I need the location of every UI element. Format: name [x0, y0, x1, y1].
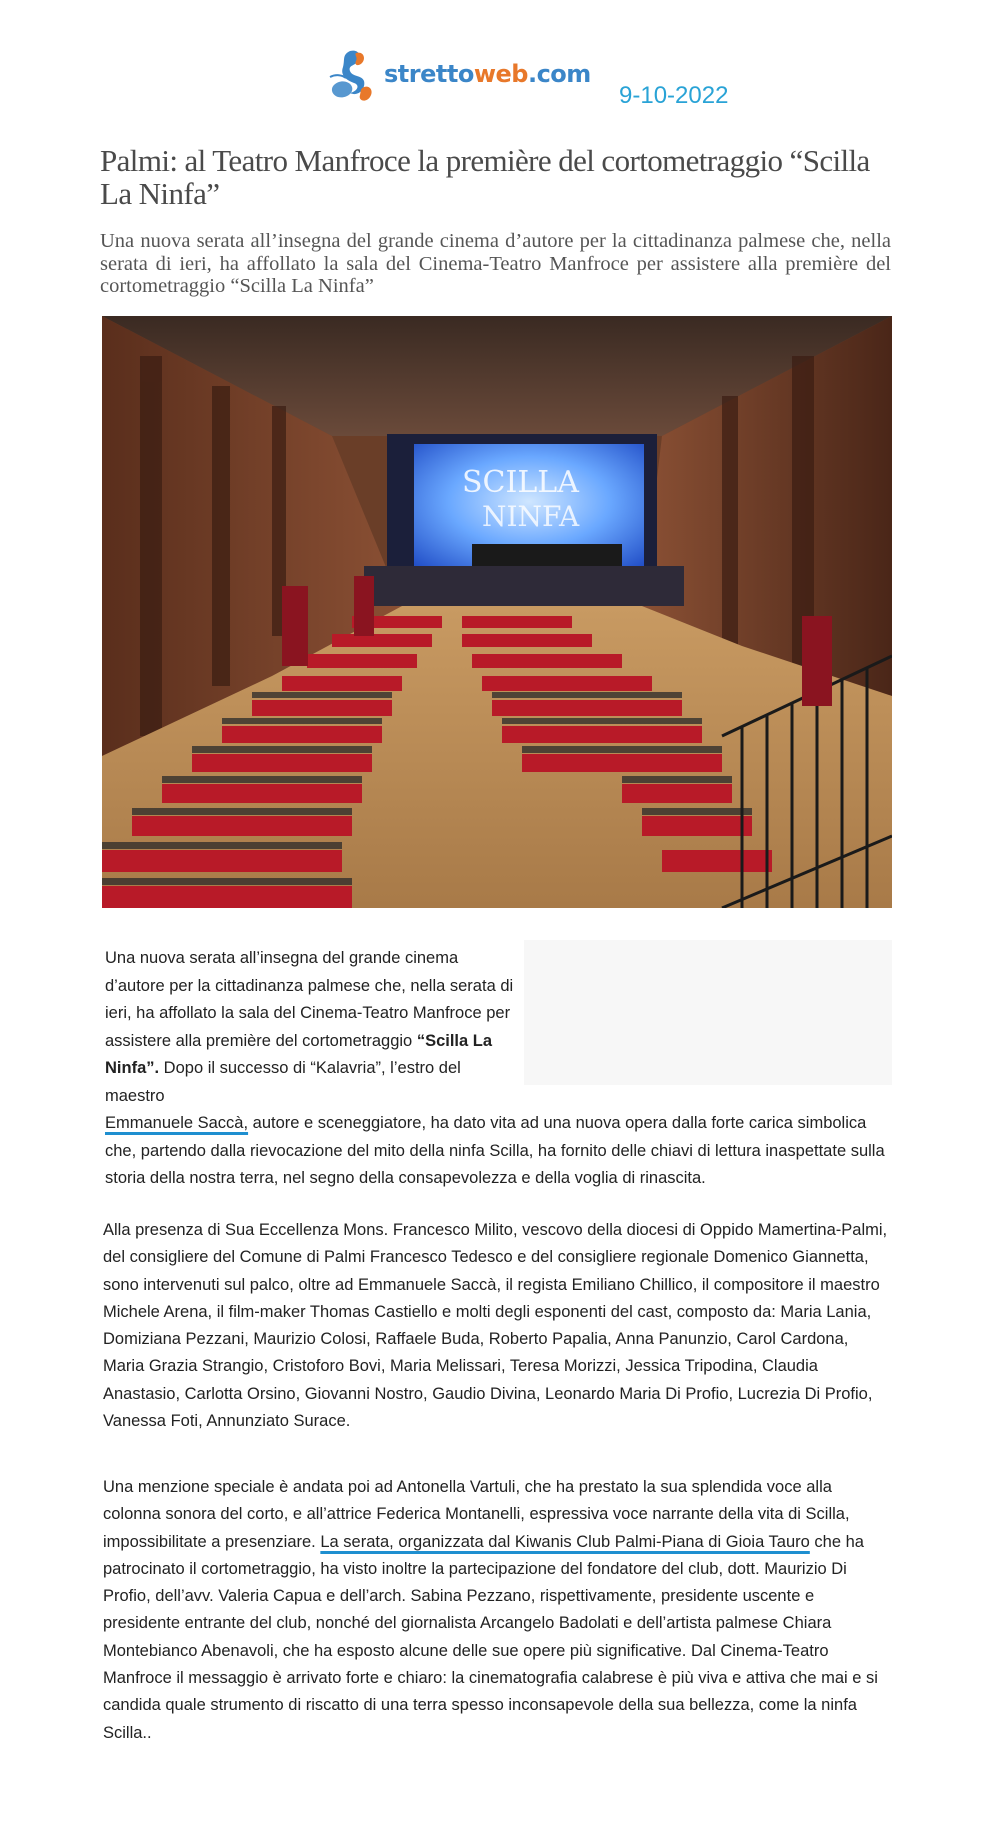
paragraph-1-text-a: Una nuova serata all’insegna del grande cinema d’autore per la cittadinanza palmese che, nella serata di ieri, ha affollato la sala del Cinema-Teatro Manfroce per assistere alla première del cortometraggio — [105, 949, 514, 1050]
article-title: Palmi: al Teatro Manfroce la première del cortometraggio “Scilla La Ninfa” — [100, 143, 870, 211]
logo-wordmark: strettoweb.com — [384, 60, 591, 88]
article-paragraph-3 — [103, 1474, 893, 1747]
strait-map-icon — [328, 47, 390, 107]
paragraph-1-wrapped-intro — [105, 945, 515, 1110]
article-paragraph-1 — [105, 945, 885, 1193]
highlighted-director-name: Emmanuele Saccà, — [105, 1114, 249, 1132]
paragraph-1-text-b: Dopo il successo di “Kalavria”, l’estro del maestro — [105, 1059, 461, 1105]
highlighted-organizer: La serata, organizzata dal Kiwanis Club Palmi-Piana di Gioia Tauro — [320, 1532, 810, 1551]
film-title-bold: “Scilla La Ninfa”. — [105, 1031, 493, 1077]
theater-photo — [102, 316, 892, 908]
article-paragraph-2: Alla presenza di Sua Eccellenza Mons. Francesco Milito, vescovo della diocesi di Oppido Mamertina-Palmi, del consigliere del Comune di Palmi Francesco Tedesco e del consigliere regionale Domenico Giannetta, sono intervenuti sul palco, oltre ad Emmanuele Saccà, il regista Emiliano Chillico, il compositore il maestro Michele Arena, il film-maker Thomas Castiello e molti degli esponenti del cast, composto da: Maria Lania, Domiziana Pezzani, Maurizio Colosi, Raffaele Buda, Roberto Papalia, Anna Panunzio, Carol Cardona, Maria Grazia Strangio, Cristoforo Bovi, Maria Melissari, Teresa Morizzi, Jessica Tripodina, Claudia Anastasio, Carlotta Orsino, Giovanni Nostro, Gaudio Divina, Leonardo Maria Di Profio, Lucrezia Di Profio, Vanessa Foti, Annunziato Surace. — [103, 1221, 888, 1431]
screen-title-line2: NINFA — [482, 500, 580, 533]
paragraph-3-text-b: che ha patrocinato il cortometraggio, ha visto inoltre la partecipazione del fondatore del club, dott. Maurizio Di Profio, dell’avv. Valeria Capua e dell’arch. Sabina Pezzano, rispettivamente, presidente uscente e presidente entrante del club, nonché del giornalista Arcangelo Badolati e dell’artista palmese Chiara Montebianco Abenavoli, che ha esposto alcune delle sue opere più significative. Dal Cinema-Teatro Manfroce il messaggio è arrivato forte e chiaro: la cinematografia calabrese è più viva e attiva che mai e si candida quale strumento di riscatto di una terra spesso inconsapevole della sua bellezza, come la ninfa Scilla.. — [103, 1532, 878, 1742]
theater-illustration — [102, 316, 892, 908]
article-lead: Una nuova serata all’insegna del grande cinema d’autore per la cittadinanza palmese che, nella serata di ieri, ha affollato la sala del Cinema-Teatro Manfroce per assistere alla première del cortometraggio “Scilla La Ninfa” — [100, 230, 891, 297]
publication-date: 9-10-2022 — [619, 82, 729, 109]
paragraph-3-text-a: Una menzione speciale è andata poi ad Antonella Vartuli, che ha prestato la sua splendida voce alla colonna sonora del corto, e all’attrice Federica Montanelli, espressiva voce narrante della vita di Scilla, impossibilitate a presenziare. — [103, 1478, 850, 1551]
site-logo[interactable] — [328, 47, 591, 107]
paragraph-1-text-c: autore e sceneggiatore, ha dato vita ad una nuova opera dalla forte carica simbolica che, partendo dalla rievocazione del mito della ninfa Scilla, ha fornito delle chiavi di lettura inaspettate sulla storia della nostra terra, nel segno della consapevolezza e della voglia di rinascita. — [105, 1114, 885, 1187]
screen-title-line1: SCILLA — [462, 465, 579, 500]
